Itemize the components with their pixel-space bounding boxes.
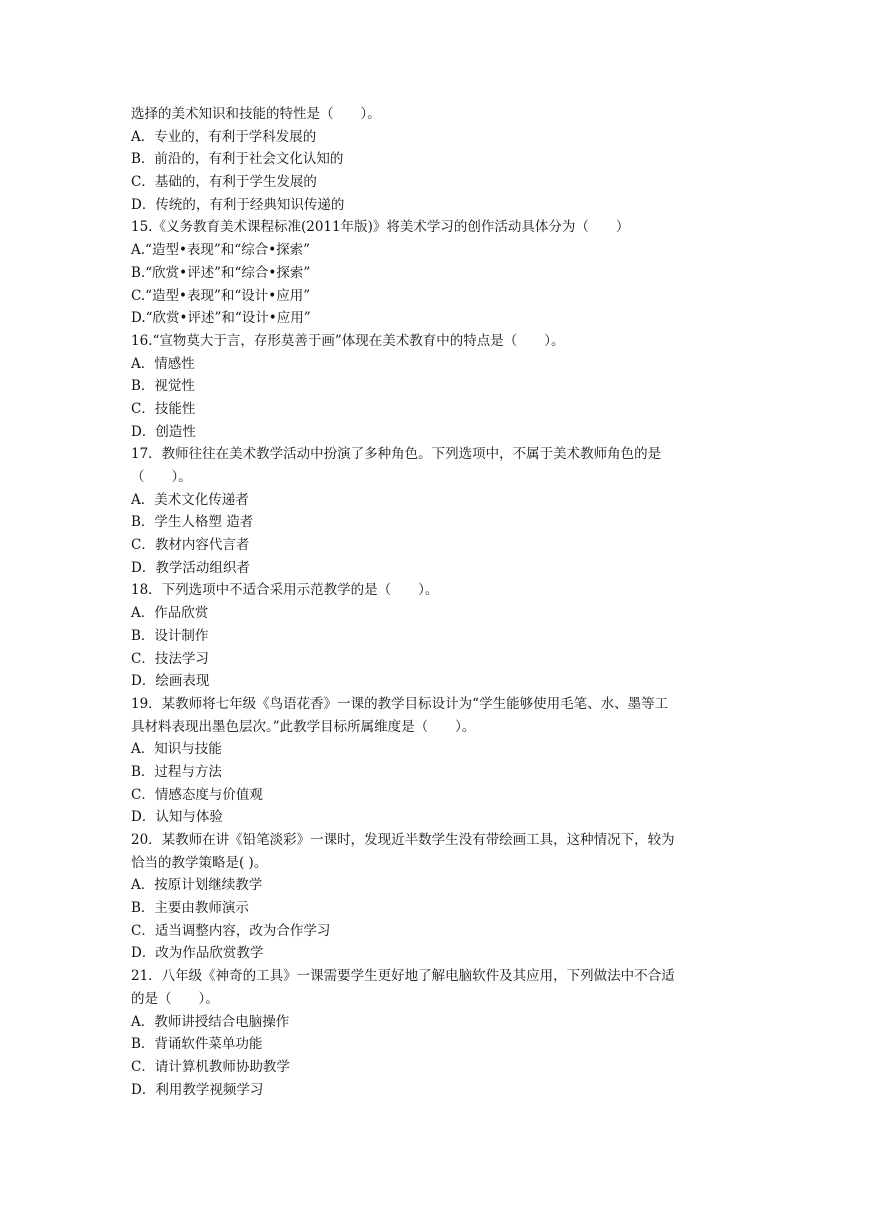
text-line: D．创造性 [131, 423, 196, 440]
text-line: D．认知与体验 [131, 809, 223, 826]
text-line: 21．八年级《神奇的工具》一课需要学生更好地了解电脑软件及其应用，下列做法中不合适 [131, 968, 675, 985]
text-line: C．情感态度与价值观 [131, 786, 263, 803]
text-line: 17．教师往往在美术教学活动中扮演了多种角色。下列选项中，不属于美术教师角色的是 [131, 446, 662, 463]
text-line: （ ）。 [131, 469, 192, 485]
text-line: 19．某教师将七年级《鸟语花香》一课的教学目标设计为“学生能够使用毛笔、水、墨等工 [131, 695, 669, 712]
text-line: 18．下列选项中不适合采用示范教学的是（ ）。 [131, 582, 439, 599]
text-line: A．知识与技能 [131, 741, 222, 758]
text-line: A．情感性 [131, 355, 195, 372]
text-line: 的是（ ）。 [131, 990, 219, 1007]
text-line: B．主要由教师演示 [131, 900, 249, 917]
text-line: A．作品欣赏 [131, 605, 209, 622]
text-line: C．基础的，有利于学生发展的 [131, 174, 317, 191]
text-line: D．教学活动组织者 [131, 559, 250, 576]
text-line: A．专业的，有利于学科发展的 [131, 128, 317, 145]
text-line: C．适当调整内容，改为合作学习 [131, 922, 331, 939]
text-line: A．美术文化传递者 [131, 491, 249, 508]
text-line: B．设计制作 [131, 627, 209, 644]
text-line: B.“欣赏•评述”和“综合•探索” [131, 264, 311, 281]
text-line: B．前沿的，有利于社会文化认知的 [131, 151, 344, 168]
text-line: D．绘画表现 [131, 673, 210, 690]
text-line: A.“造型•表现”和“综合•探索” [131, 242, 311, 259]
text-line: A．教师讲授结合电脑操作 [131, 1013, 290, 1030]
text-line: D．传统的，有利于经典知识传递的 [131, 196, 345, 213]
text-line: 15.《义务教育美术课程标准(2011年版)》将美术学习的创作活动具体分为（ ） [131, 219, 630, 236]
text-line: D.“欣赏•评述”和“设计•应用” [131, 310, 311, 327]
text-line: C．技法学习 [131, 650, 209, 667]
text-line: 选择的美术知识和技能的特性是（ ）。 [131, 106, 381, 122]
text-line: 16.“宣物莫大于言，存形莫善于画”体现在美术教育中的特点是（ ）。 [131, 332, 565, 349]
text-line: C．技能性 [131, 400, 196, 417]
text-line: C.“造型•表现”和“设计•应用” [131, 287, 311, 304]
document-page [131, 103, 741, 1101]
text-line: B．背诵软件菜单功能 [131, 1036, 263, 1053]
text-line: 恰当的教学策略是( )。 [131, 854, 268, 871]
text-line: C．请计算机教师协助教学 [131, 1058, 290, 1075]
text-line: B．学生人格塑 造者 [131, 514, 254, 531]
text-line: B．视觉性 [131, 378, 195, 395]
text-line: D．改为作品欣赏教学 [131, 945, 264, 962]
text-line: A．按原计划继续教学 [131, 877, 263, 894]
text-line: 20．某教师在讲《铅笔淡彩》一课时，发现近半数学生没有带绘画工具，这种情况下，较为 [131, 832, 675, 848]
text-line: B．过程与方法 [131, 763, 222, 780]
text-line: 具材料表现出墨色层次。”此教学目标所属维度是（ ）。 [131, 718, 476, 735]
text-line: C．教材内容代言者 [131, 537, 250, 554]
text-line: D．利用教学视频学习 [131, 1081, 264, 1098]
